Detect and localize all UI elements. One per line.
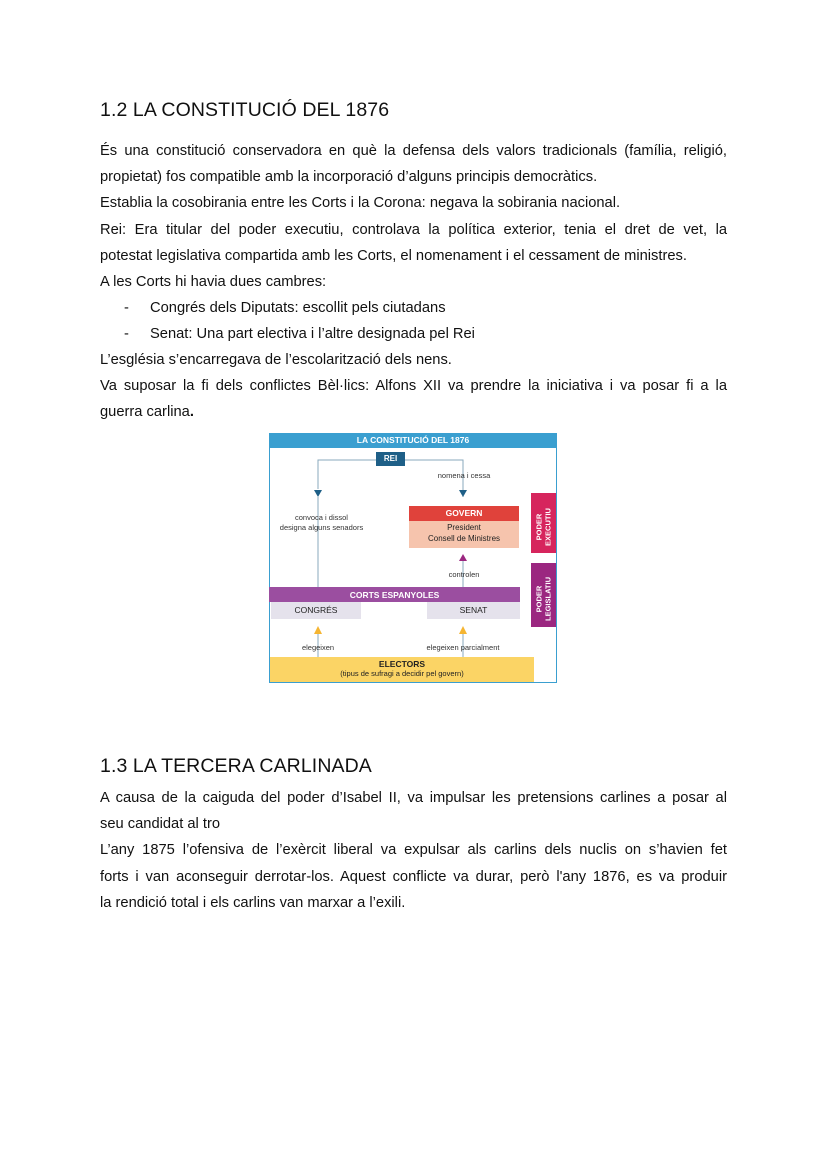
text-line: És una constitució conservadora en què la defensa dels valors tradicionals (família, religió, xyxy=(100,143,727,159)
govern-label: GOVERN xyxy=(445,508,483,518)
govern-sub-line: President xyxy=(447,523,481,532)
electors-sub: (tipus de sufragi a decidir pel govern) xyxy=(340,669,464,678)
poder-executiu-line: PODER xyxy=(534,513,544,541)
poder-legislatiu-line: PODER xyxy=(534,585,544,613)
text-line: la rendició total i els carlins van marxar a l’exili. xyxy=(100,894,406,911)
text-line: A causa de la caiguda del poder d’Isabel II, va impulsar les pretensions carlines a posar al xyxy=(100,790,727,806)
text-line: seu candidat al tro xyxy=(100,816,221,833)
bullet-marker: - xyxy=(124,326,129,342)
constitucio-paragraph-2 xyxy=(100,347,727,426)
rei-label: REI xyxy=(383,454,398,463)
section-heading-carlinada: 1.3 LA TERCERA CARLINADA xyxy=(100,755,372,777)
convoca-label-line: convoca i dissol xyxy=(295,513,348,522)
controlen-label: controlen xyxy=(448,570,480,579)
list-item xyxy=(124,321,475,347)
text-line-part: . xyxy=(189,404,194,421)
carlinada-paragraph xyxy=(100,785,727,916)
list-item-text: Congrés dels Diputats: escollit pels ciutadans xyxy=(150,300,446,316)
poder-legislatiu-label xyxy=(535,568,553,631)
govern-sub-line: Consell de Ministres xyxy=(427,533,501,543)
poder-executiu-line: EXECUTIU xyxy=(543,508,553,546)
text-line xyxy=(100,399,727,425)
convoca-label-line: designa alguns senadors xyxy=(279,523,364,532)
poder-executiu-label xyxy=(535,496,553,559)
senat-label: SENAT xyxy=(459,605,488,615)
text-line: Va suposar la fi dels conflictes Bèl·lics: Alfons XII va prendre la iniciativa i va posar fi a la xyxy=(100,378,727,395)
section-heading-constitucio: 1.2 LA CONSTITUCIÓ DEL 1876 xyxy=(100,99,390,121)
diagram-title: LA CONSTITUCIÓ DEL 1876 xyxy=(356,435,470,445)
nomena-label: nomena i cessa xyxy=(437,471,491,480)
convoca-label xyxy=(269,513,374,533)
poder-legislatiu-line: LEGISLATIU xyxy=(543,576,553,622)
elegeixen-label: elegeixen xyxy=(301,643,335,652)
constitution-diagram xyxy=(269,433,558,683)
list-item-text: Senat: Una part electiva i l’altre designada pel Rei xyxy=(150,326,475,342)
bullet-marker: - xyxy=(124,300,129,316)
text-line: propietat) fos compatible amb la incorporació d’alguns principis democràtics. xyxy=(100,169,598,186)
congres-label: CONGRÉS xyxy=(294,605,338,615)
text-line: L’església s’encarregava de l’escolarització dels nens. xyxy=(100,352,452,368)
constitucio-paragraph xyxy=(100,138,727,295)
text-line-part: guerra carlina xyxy=(100,404,190,421)
electors-title: ELECTORS xyxy=(378,659,426,669)
elegeixen-parcialment-label: elegeixen parcialment xyxy=(426,643,500,652)
text-line: Establia la cosobirania entre les Corts i la Corona: negava la sobirania nacional. xyxy=(100,195,621,212)
text-line: potestat legislativa compartida amb les Corts, el nomenament i el cessament de ministres. xyxy=(100,247,687,264)
text-line: forts i van aconseguir derrotar-los. Aquest conflicte va durar, però l'any 1876, es va produir xyxy=(100,868,727,885)
list-item xyxy=(124,295,446,321)
electors-label xyxy=(270,659,534,679)
corts-label: CORTS ESPANYOLES xyxy=(349,590,440,600)
text-line: L’any 1875 l’ofensiva de l’exèrcit liberal va expulsar als carlins dels nuclis on s’havien fet xyxy=(100,842,727,859)
text-line: Rei: Era titular del poder executiu, controlava la política exterior, tenia el dret de vet, la xyxy=(100,221,727,238)
govern-sub-label xyxy=(409,523,519,544)
text-line: A les Corts hi havia dues cambres: xyxy=(100,274,327,291)
